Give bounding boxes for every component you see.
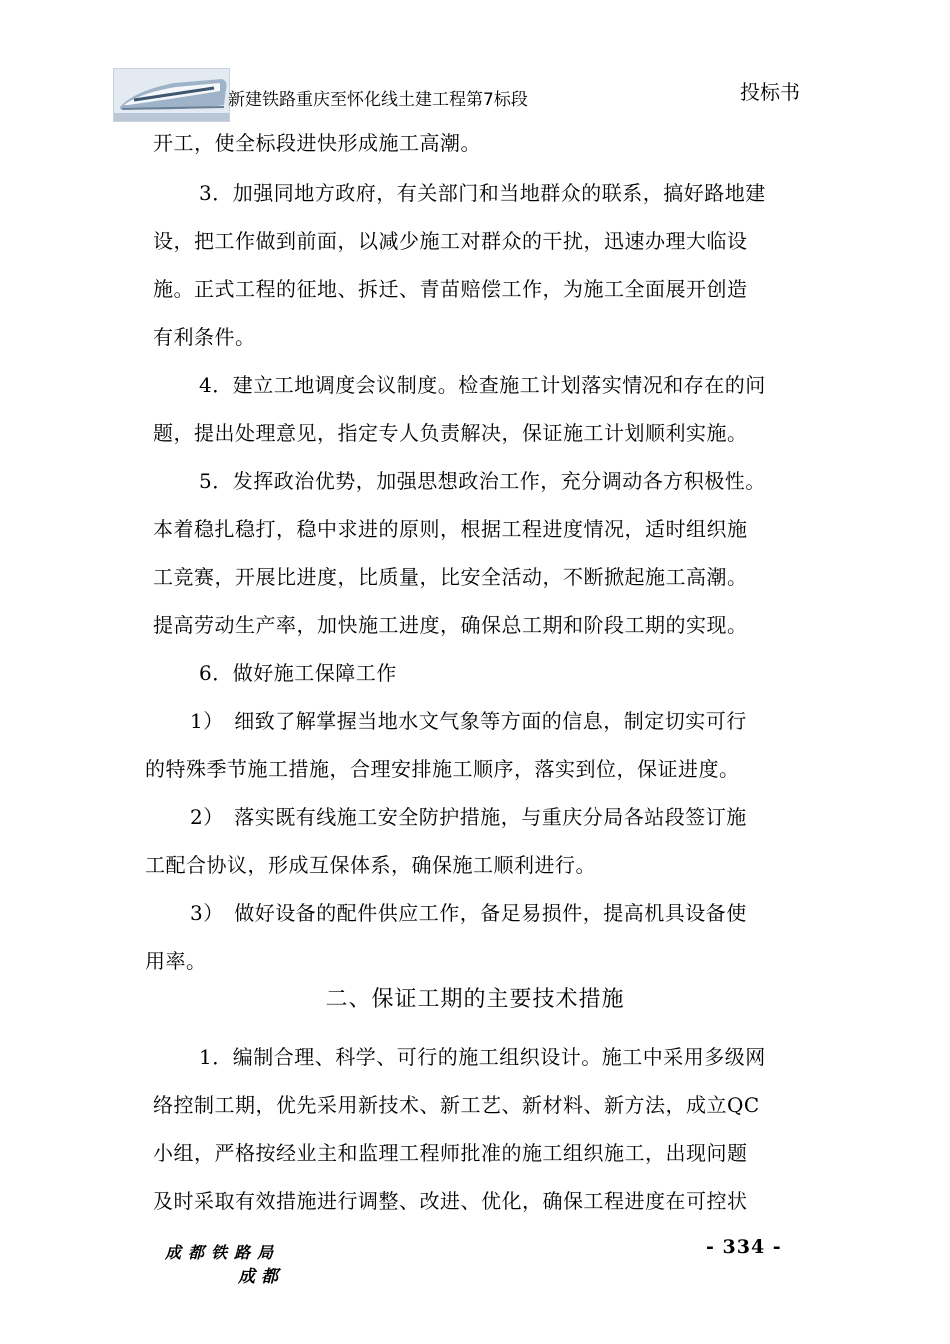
paragraph-line: 开工，使全标段进快形成施工高潮。 — [153, 131, 481, 155]
paragraph-line: 2） 落实既有线施工安全防护措施，与重庆分局各站段签订施 — [190, 805, 747, 829]
footer-organization-city: 成都 — [238, 1267, 284, 1287]
paragraph-line: 5．发挥政治优势，加强思想政治工作，充分调动各方积极性。 — [199, 469, 766, 493]
paragraph-line: 的特殊季节施工措施，合理安排施工顺序，落实到位，保证进度。 — [145, 757, 740, 781]
paragraph-line: 4．建立工地调度会议制度。检查施工计划落实情况和存在的问 — [199, 373, 766, 397]
paragraph-line: 有利条件。 — [153, 325, 256, 349]
paragraph-line: 工配合协议，形成互保体系，确保施工顺利进行。 — [145, 853, 596, 877]
paragraph-line: 设，把工作做到前面，以减少施工对群众的干扰，迅速办理大临设 — [153, 229, 748, 253]
paragraph-line: 3） 做好设备的配件供应工作，备足易损件，提高机具设备使 — [190, 901, 747, 925]
paragraph-line: 小组，严格按经业主和监理工程师批准的施工组织施工，出现问题 — [153, 1141, 748, 1165]
paragraph-line: 本着稳扎稳打，稳中求进的原则，根据工程进度情况，适时组织施 — [153, 517, 748, 541]
train-logo-image — [113, 68, 230, 122]
footer-organization: 成都铁路局 — [165, 1243, 281, 1262]
header-document-type: 投标书 — [740, 80, 800, 104]
paragraph-line: 1．编制合理、科学、可行的施工组织设计。施工中采用多级网 — [199, 1045, 766, 1069]
paragraph-line: 用率。 — [145, 949, 207, 973]
paragraph-line: 6．做好施工保障工作 — [199, 661, 397, 685]
paragraph-line: 施。正式工程的征地、拆迁、青苗赔偿工作，为施工全面展开创造 — [153, 277, 748, 301]
paragraph-line: 3．加强同地方政府，有关部门和当地群众的联系，搞好路地建 — [199, 181, 766, 205]
page-number: - 334 - — [706, 1236, 782, 1258]
section-heading: 二、保证工期的主要技术措施 — [325, 987, 625, 1012]
paragraph-line: 工竞赛，开展比进度，比质量，比安全活动，不断掀起施工高潮。 — [153, 565, 748, 589]
paragraph-line: 题，提出处理意见，指定专人负责解决，保证施工计划顺利实施。 — [153, 421, 748, 445]
header-project-title: 新建铁路重庆至怀化线土建工程第7标段 — [228, 90, 528, 110]
paragraph-line: 及时采取有效措施进行调整、改进、优化，确保工程进度在可控状 — [153, 1189, 748, 1213]
paragraph-line: 提高劳动生产率，加快施工进度，确保总工期和阶段工期的实现。 — [153, 613, 748, 637]
paragraph-line: 络控制工期，优先采用新技术、新工艺、新材料、新方法，成立QC — [153, 1093, 760, 1117]
paragraph-line: 1） 细致了解掌握当地水文气象等方面的信息，制定切实可行 — [190, 709, 747, 733]
train-icon — [114, 69, 230, 122]
